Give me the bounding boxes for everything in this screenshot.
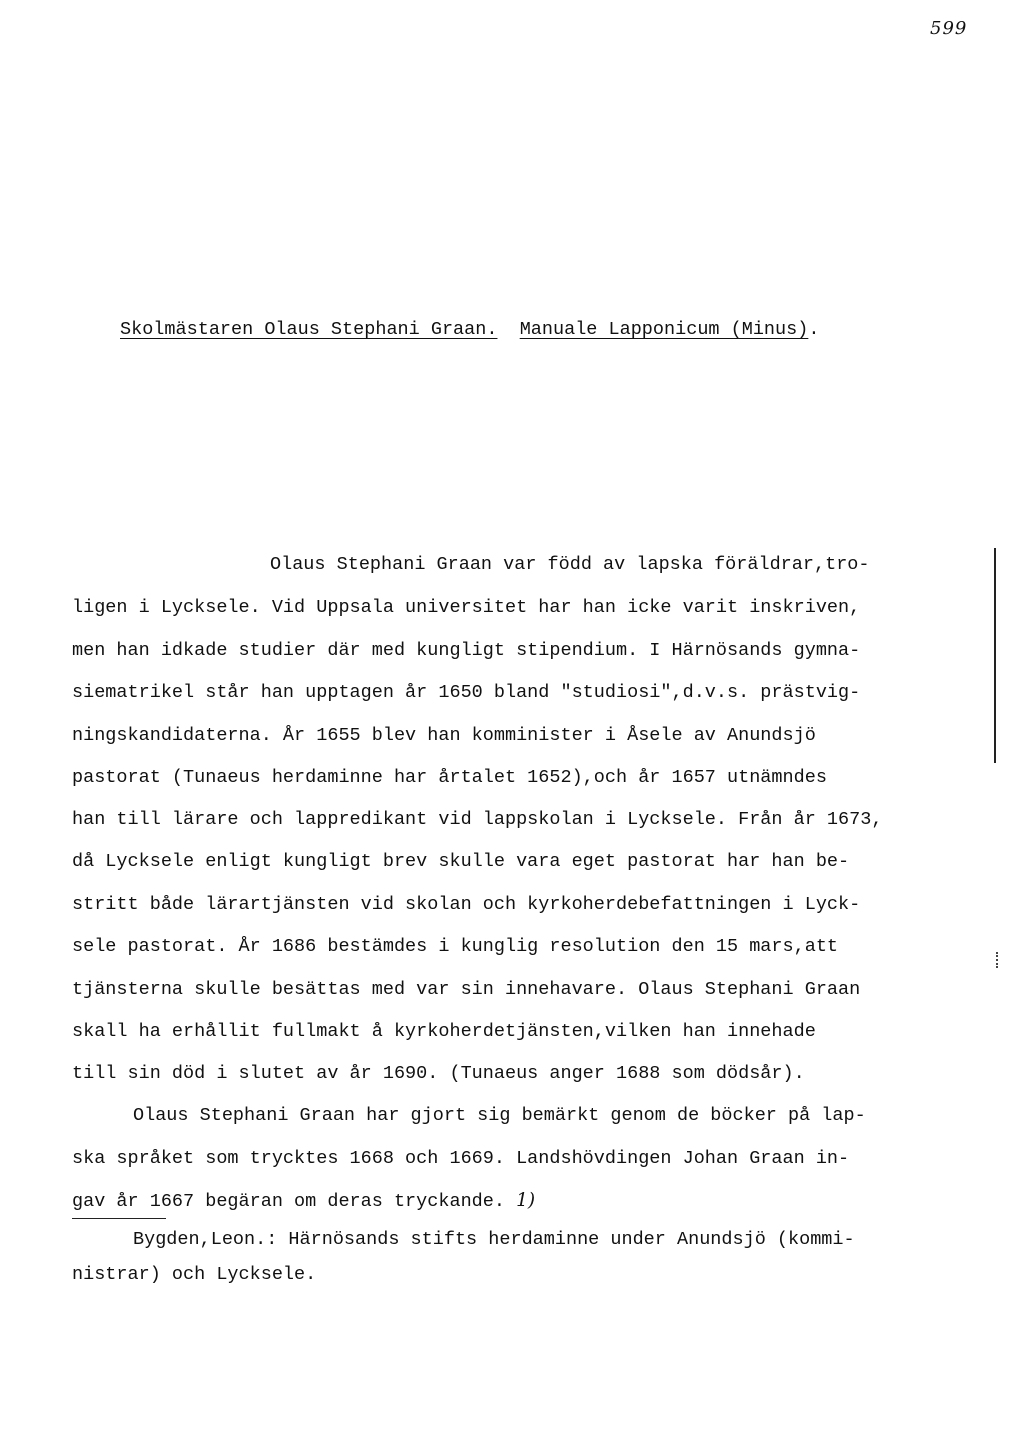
body-line-last (72, 1190, 535, 1212)
body-line: till sin död i slutet av år 1690. (Tunaeus anger 1688 som dödsår). (72, 1063, 805, 1084)
body-line: ska språket som trycktes 1668 och 1669. Landshövdingen Johan Graan in- (72, 1148, 850, 1169)
footnote-reference: 1) (516, 1190, 536, 1211)
title-work: Manuale Lapponicum (Minus) (519, 319, 809, 340)
document-title (120, 319, 819, 340)
title-heading: Skolmästaren Olaus Stephani Graan. (120, 319, 498, 340)
body-line: pastorat (Tunaeus herdaminne har årtalet 1652),och år 1657 utnämndes (72, 767, 827, 788)
margin-line (994, 548, 996, 763)
body-line: sele pastorat. År 1686 bestämdes i kunglig resolution den 15 mars,att (72, 936, 839, 957)
body-line: då Lycksele enligt kungligt brev skulle vara eget pastorat har han be- (72, 851, 850, 872)
body-line: ligen i Lycksele. Vid Uppsala universitet har han icke varit inskriven, (72, 597, 861, 618)
margin-dots (996, 952, 998, 968)
body-line: Olaus Stephani Graan var född av lapska föräldrar,tro- (270, 554, 870, 575)
body-line-text: gav år 1667 begäran om deras tryckande. (72, 1191, 505, 1212)
body-line: stritt både lärartjänsten vid skolan och kyrkoherdebefattningen i Lyck- (72, 894, 861, 915)
body-line: skall ha erhållit fullmakt å kyrkoherdetjänsten,vilken han innehade (72, 1021, 816, 1042)
body-line: han till lärare och lappredikant vid lappskolan i Lycksele. Från år 1673, (72, 809, 883, 830)
body-line: tjänsterna skulle besättas med var sin innehavare. Olaus Stephani Graan (72, 979, 861, 1000)
body-line: ningskandidaterna. År 1655 blev han komminister i Åsele av Anundsjö (72, 725, 816, 746)
footnote-line: Bygden,Leon.: Härnösands stifts herdaminne under Anundsjö (kommi- (133, 1229, 855, 1250)
body-line: siematrikel står han upptagen år 1650 bland "studiosi",d.v.s. prästvig- (72, 682, 861, 703)
title-end: . (808, 319, 820, 340)
footnote-rule (72, 1218, 166, 1219)
footnote-line: nistrar) och Lycksele. (72, 1264, 317, 1285)
body-line: men han idkade studier där med kungligt stipendium. I Härnösands gymna- (72, 640, 861, 661)
body-line: Olaus Stephani Graan har gjort sig bemärkt genom de böcker på lap- (133, 1105, 866, 1126)
page-number: 599 (930, 18, 968, 39)
